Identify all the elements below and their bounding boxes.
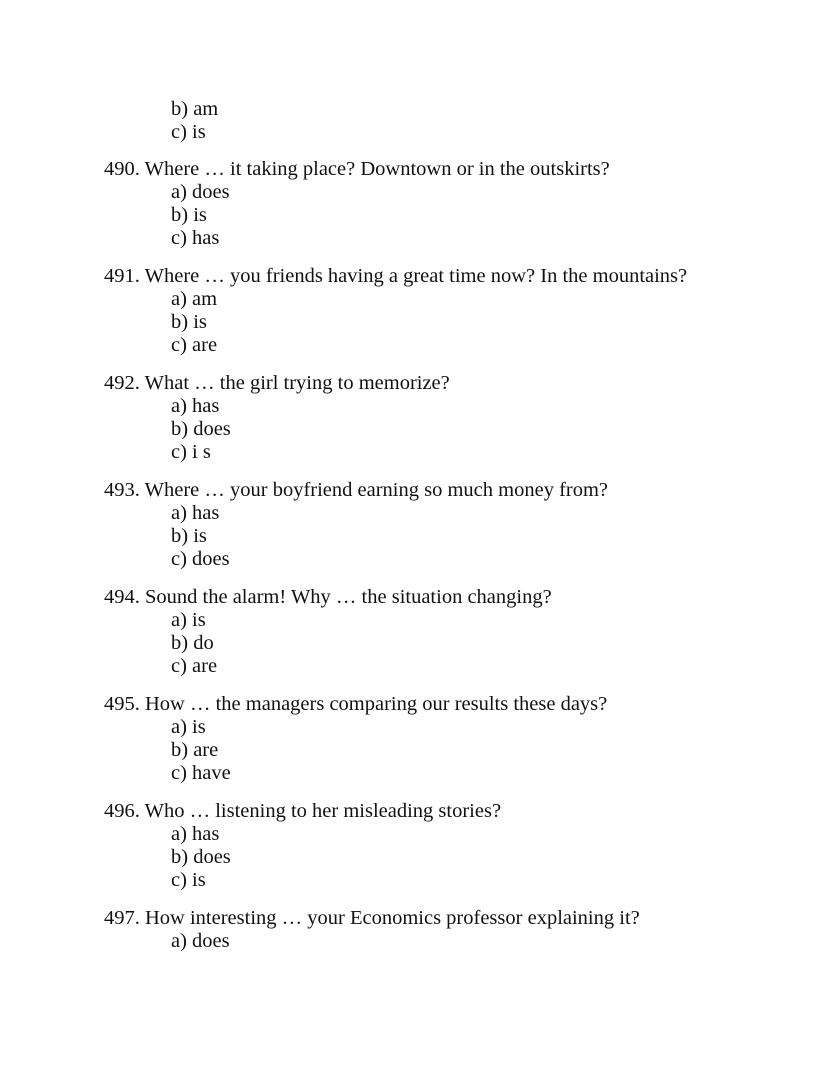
option-a: a) is	[171, 609, 206, 631]
question-text: 492. What … the girl trying to memorize?	[104, 372, 450, 394]
option-489-c: c) is	[171, 121, 206, 143]
question-text: 495. How … the managers comparing our results these days?	[104, 693, 608, 715]
option-b: b) are	[171, 739, 219, 761]
option-a: a) has	[171, 823, 220, 845]
option-a: a) does	[171, 930, 230, 952]
option-a: a) am	[171, 288, 218, 310]
option-489-b: b) am	[171, 98, 219, 120]
option-c: c) are	[171, 655, 218, 677]
option-b: b) is	[171, 204, 207, 226]
question-text: 497. How interesting … your Economics professor explaining it?	[104, 907, 640, 929]
question-text: 496. Who … listening to her misleading stories?	[104, 800, 502, 822]
option-b: b) do	[171, 632, 214, 654]
option-c: c) is	[171, 869, 206, 891]
option-a: a) has	[171, 502, 220, 524]
question-text: 493. Where … your boyfriend earning so much money from?	[104, 479, 609, 501]
question-text: 491. Where … you friends having a great time now? In the mountains?	[104, 265, 688, 287]
option-b: b) is	[171, 311, 207, 333]
option-c: c) has	[171, 227, 220, 249]
question-text: 494. Sound the alarm! Why … the situation changing?	[104, 586, 552, 608]
option-c: c) have	[171, 762, 231, 784]
option-b: b) does	[171, 418, 231, 440]
option-c: c) i s	[171, 441, 211, 463]
option-c: c) does	[171, 548, 230, 570]
option-a: a) is	[171, 716, 206, 738]
option-b: b) is	[171, 525, 207, 547]
option-a: a) has	[171, 395, 220, 417]
option-b: b) does	[171, 846, 231, 868]
option-c: c) are	[171, 334, 218, 356]
question-text: 490. Where … it taking place? Downtown or in the outskirts?	[104, 158, 610, 180]
option-a: a) does	[171, 181, 230, 203]
